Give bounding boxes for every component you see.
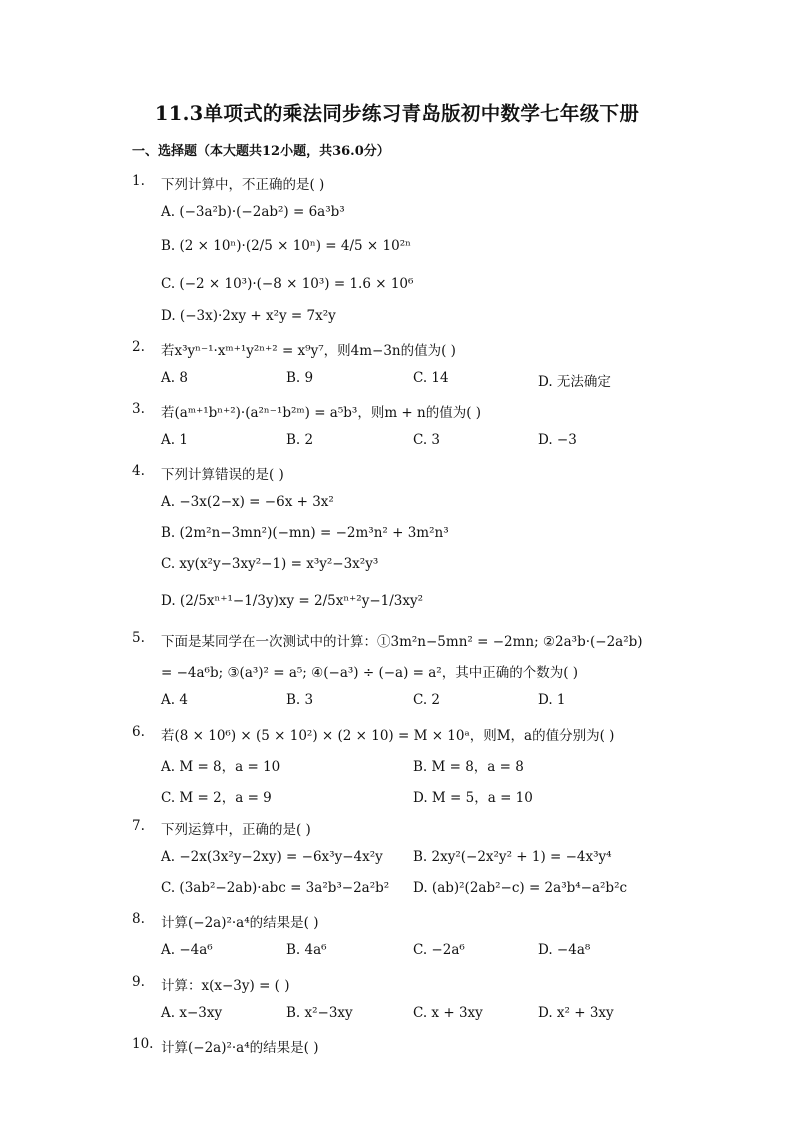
question-number: 1. — [132, 173, 145, 189]
question-number: 9. — [132, 974, 145, 990]
option-b: B. 9 — [286, 370, 314, 386]
option-b: B. (2 × 10ⁿ)·(2/5 × 10ⁿ) = 4/5 × 10²ⁿ — [161, 238, 411, 254]
option-a: A. (−3a²b)·(−2ab²) = 6a³b³ — [161, 204, 345, 220]
option-c: C. M = 2，a = 9 — [161, 790, 272, 806]
option-c: C. 3 — [413, 432, 441, 448]
option-b: B. 2xy²(−2x²y² + 1) = −4x³y⁴ — [413, 849, 612, 865]
section-heading: 一、选择题（本大题共12小题，共36.0分） — [132, 144, 390, 159]
question-stem: 计算：x(x−3y) = ( ) — [161, 978, 290, 994]
option-c: C. (−2 × 10³)·(−8 × 10³) = 1.6 × 10⁶ — [161, 276, 414, 292]
option-c: C. 14 — [413, 370, 449, 386]
option-d: D. −4a⁸ — [538, 942, 591, 958]
option-d: D. (−3x)·2xy + x²y = 7x²y — [161, 308, 336, 324]
document-title: 11.3单项式的乘法同步练习青岛版初中数学七年级下册 — [154, 102, 640, 125]
option-a: A. x−3xy — [161, 1005, 223, 1021]
option-d: D. 1 — [538, 692, 566, 708]
question-number: 8. — [132, 911, 145, 927]
option-b: B. M = 8，a = 8 — [413, 759, 524, 775]
question-stem: 若x³yⁿ⁻¹·xᵐ⁺¹y²ⁿ⁺² = x⁹y⁷，则4m−3n的值为( ) — [161, 343, 456, 359]
question-stem-continued: = −4a⁶b; ③(a³)² = a⁵; ④(−a³) ÷ (−a) = a²，其中正确的个数为( ) — [161, 665, 579, 681]
question-stem: 下面是某同学在一次测试中的计算：①3m²n−5mn² = −2mn; ②2a³b·(−2a²b) — [161, 634, 643, 650]
option-a: A. −2x(3x²y−2xy) = −6x³y−4x²y — [161, 849, 383, 865]
option-d: D. −3 — [538, 432, 577, 448]
option-c: C. (3ab²−2ab)·abc = 3a²b³−2a²b² — [161, 880, 390, 896]
question-number: 4. — [132, 463, 145, 479]
question-stem: 下列计算中，不正确的是( ) — [161, 177, 325, 193]
question-number: 10. — [132, 1036, 154, 1052]
question-stem: 若(8 × 10⁶) × (5 × 10²) × (2 × 10) = M × 10ᵃ，则M，a的值分别为( ) — [161, 728, 615, 744]
question-stem: 计算(−2a)²·a⁴的结果是( ) — [161, 915, 319, 931]
option-d: D. (2/5xⁿ⁺¹−1/3y)xy = 2/5xⁿ⁺²y−1/3xy² — [161, 593, 424, 609]
option-b: B. (2m²n−3mn²)(−mn) = −2m³n² + 3m²n³ — [161, 525, 449, 541]
option-c: C. 2 — [413, 692, 441, 708]
question-stem: 下列运算中，正确的是( ) — [161, 822, 311, 838]
option-a: A. 4 — [161, 692, 188, 708]
option-b: B. x²−3xy — [286, 1005, 353, 1021]
option-a: A. −4a⁶ — [161, 942, 213, 958]
option-d: D. x² + 3xy — [538, 1005, 614, 1021]
question-number: 3. — [132, 401, 145, 417]
option-a: A. −3x(2−x) = −6x + 3x² — [161, 494, 334, 510]
option-b: B. 3 — [286, 692, 314, 708]
option-c: C. xy(x²y−3xy²−1) = x³y²−3x²y³ — [161, 556, 379, 572]
option-a: A. 8 — [161, 370, 188, 386]
option-a: A. 1 — [161, 432, 188, 448]
question-number: 5. — [132, 630, 145, 646]
question-number: 7. — [132, 818, 145, 834]
question-stem: 下列计算错误的是( ) — [161, 467, 284, 483]
option-c: C. −2a⁶ — [413, 942, 465, 958]
option-b: B. 2 — [286, 432, 314, 448]
option-a: A. M = 8，a = 10 — [161, 759, 281, 775]
question-number: 6. — [132, 724, 145, 740]
question-number: 2. — [132, 339, 145, 355]
option-b: B. 4a⁶ — [286, 942, 327, 958]
question-stem: 若(aᵐ⁺¹bⁿ⁺²)·(a²ⁿ⁻¹b²ᵐ) = a⁵b³，则m + n的值为( ) — [161, 405, 482, 421]
question-stem: 计算(−2a)²·a⁴的结果是( ) — [161, 1040, 319, 1056]
option-d: D. (ab)²(2ab²−c) = 2a³b⁴−a²b²c — [413, 880, 628, 896]
option-d: D. 无法确定 — [538, 374, 611, 390]
option-c: C. x + 3xy — [413, 1005, 483, 1021]
option-d: D. M = 5，a = 10 — [413, 790, 533, 806]
